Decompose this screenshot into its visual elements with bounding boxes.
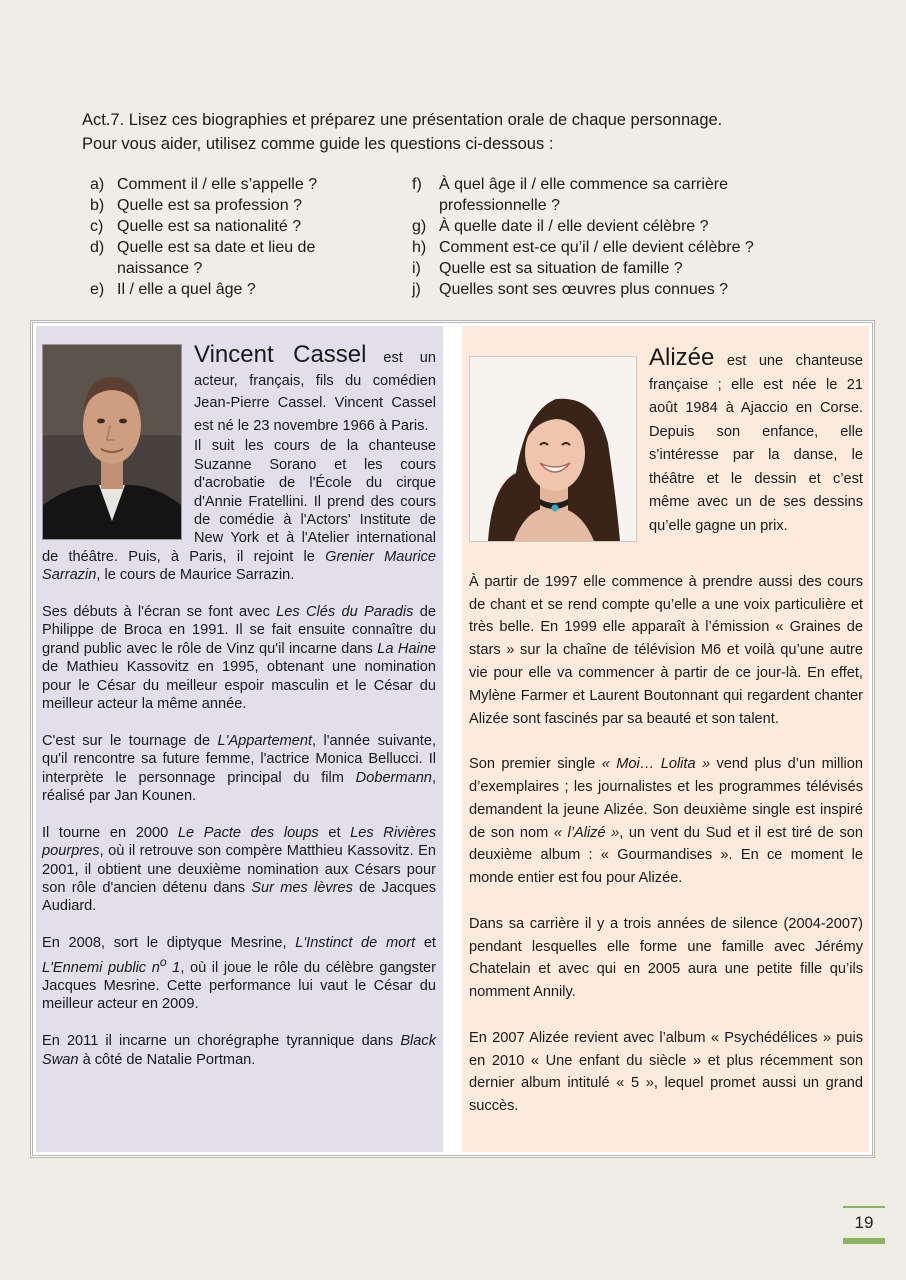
question-item: j) Quelles sont ses œuvres plus connues ? [412,281,729,298]
cassel-name: Vincent Cassel [194,341,367,368]
question-item: d) Quelle est sa date et lieu de naissance ? [90,239,316,277]
instruction-line-1: Act.7. Lisez ces biographies et préparez une présentation orale de chaque personnage. [82,111,723,129]
question-item: b) Quelle est sa profession ? [90,197,302,214]
alizee-biography [462,326,869,1152]
question-item: e) Il / elle a quel âge ? [90,281,256,298]
portrait-illustration [43,345,181,539]
alizee-name: Alizée [649,344,715,371]
page-number: 19 [843,1206,885,1244]
question-item: i) Quelle est sa situation de famille ? [412,260,683,277]
question-item: f) À quel âge il / elle commence sa carrière professionnelle ? [412,176,729,214]
question-item: a) Comment il / elle s’appelle ? [90,176,318,193]
question-item: c) Quelle est sa nationalité ? [90,218,302,235]
question-item: g) À quelle date il / elle devient célèbre ? [412,218,709,235]
alizee-photo [469,356,637,542]
cassel-paragraph: Il suit les cours de la chanteuse Suzanne Sorano et les cours d'acrobatie de l'École du cirque d'Annie Fratellini. Il prend des cours de comédie à l'Actors' Institute de New York et à l'Atelier international de théâtre. Puis, à Paris, il rejoint le Grenier Maurice Sarrazin, le cours de Maurice Sarrazin. [42,438,436,584]
alizee-paragraph: En 2007 Alizée revient avec l’album « Psychédélices » puis en 2010 « Une enfant du siècle » et plus récemment son dernier album intitulé « 5 », lequel promet aussi un grand succès. [469,1029,863,1115]
alizee-paragraph: Son premier single « Moi… Lolita » vend plus d’un million d’exemplaires ; les journalistes et les programmes télévisés demandent la jeune Alizée. Son deuxième single est inspiré de son nom « l’Alizé », un vent du Sud et il est tiré de son deuxième album : « Gourmandises ». En ce moment le monde entier est fou pour Alizée. [469,756,863,887]
cassel-paragraph: C'est sur le tournage de L'Appartement, l'année suivante, qu'il rencontre sa future femme, l'actrice Monica Bellucci. Il interprète le personnage principal du film Dobermann, réalisé par Jan Kounen. [42,732,436,805]
instruction-line-2: Pour vous aider, utilisez comme guide les questions ci-dessous : [82,135,554,153]
cassel-paragraph: En 2011 il incarne un chorégraphe tyrannique dans Black Swan à côté de Natalie Portman. [42,1033,436,1068]
cassel-biography [36,326,443,1152]
cassel-paragraph: En 2008, sort le diptyque Mesrine, L'Instinct de mort et L'Ennemi public $n^o$ 1, où il joue le rôle du célèbre gangster Jacques Mesrine. Cette performance lui vaut le César du meilleur acteur en 2009. [42,935,437,1013]
portrait-illustration [470,357,636,541]
exercise-instructions [82,108,842,156]
cassel-paragraph: Il tourne en 2000 Le Pacte des loups et Les Rivières pourpres, où il retrouve son compère Matthieu Kassovitz. En 2001, il obtient une deuxième nomination aux Césars pour son rôle d'ancien détenu dans Sur mes lèvres de Jacques Audiard. [42,824,437,915]
biographies-frame [30,320,875,1158]
page-number-bar [843,1238,885,1244]
alizee-paragraph: À partir de 1997 elle commence à prendre aussi des cours de chant et se rend compte qu’elle a une voix particulière et très belle. En 1999 elle apparaît à l’émission « Graines de stars » sur la chaîne de télévision M6 et voilà qu’une autre vie pour elle va commencer à partir de ce jour-là. En effet, Mylène Farmer et Laurent Boutonnant qui regardent chanter Alizée sont fascinés par sa beauté et son talent. [469,573,863,727]
vincent-cassel-photo [42,344,182,540]
question-list-left [90,174,380,300]
alizee-intro: Alizée est une chanteuse française ; elle est née le 21 août 1984 à Ajaccio en Corse. Depuis son enfance, elle s’intéresse par la danse, le théâtre et le dessin et c’est même avec un de ses dessins qu’elle gagne un prix. [649,344,863,534]
alizee-paragraph: Dans sa carrière il y a trois années de silence (2004-2007) pendant lesquelles elle forme une famille avec Jérémy Chatelain et avec qui en 2005 aura une petite fille qu’ils nomment Annily. [469,915,863,1001]
cassel-paragraph: Ses débuts à l'écran se font avec Les Clés du Paradis de Philippe de Broca en 1991. Il se fait ensuite connaître du grand public avec le rôle de Vinz qu'il incarne dans La Haine de Mathieu Kassovitz en 1995, obtenant une nomination pour le César du meilleur espoir masculin et le César du meilleur acteur la même année. [42,604,436,713]
question-item: h) Comment est-ce qu’il / elle devient célèbre ? [412,239,754,256]
question-list-right [412,174,832,300]
cassel-intro: Vincent Cassel est un acteur, français, fils du comédien Jean-Pierre Cassel. Vincent Cassel est né le 23 novembre 1966 à Paris. [194,341,436,434]
